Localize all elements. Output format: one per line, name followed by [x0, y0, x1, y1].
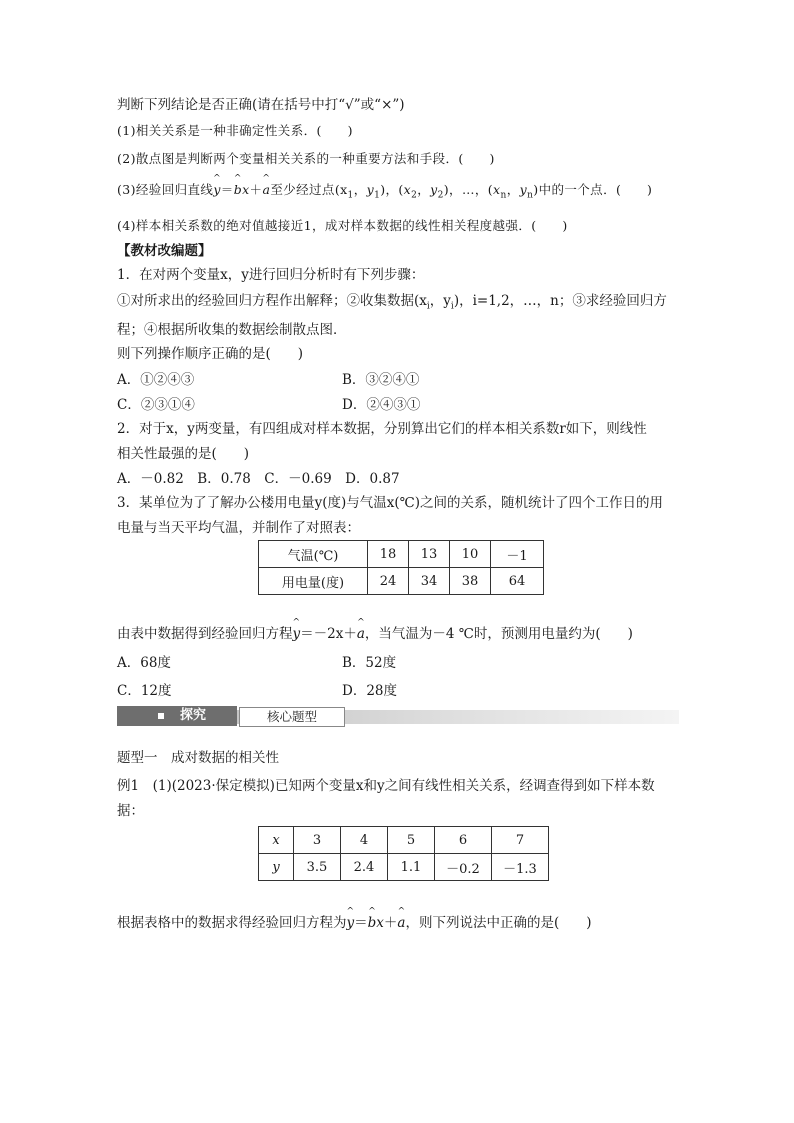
p1-steps-1: ①对所求出的经验回归方程作出解释；②收集数据($x_i$，$y_i$)，i=1,2，…，n；③求经验回归方: [117, 292, 667, 312]
document-page: [117, 95, 679, 932]
ex1-stem-1: 例1 (1)(2023·保定模拟)已知两个变量x和y之间有线性相关关系，经调查得到如下样本数: [117, 778, 655, 795]
p1-options-row-1: [117, 370, 679, 390]
judge-intro: 判断下列结论是否正确(请在括号中打“√”或“×”): [117, 97, 405, 113]
p1-option-d: D．②④③①: [342, 397, 421, 414]
p1-option-b: B．③②④①: [342, 372, 420, 389]
judge-q1: (1)相关关系是一种非确定性关系．( ): [117, 123, 353, 138]
section-textbook: 【教材改编题】: [117, 242, 212, 259]
table-cell: 38: [450, 568, 491, 595]
table-cell: 用电量(度): [259, 568, 368, 595]
ex1-stem-2: 据：: [117, 803, 144, 820]
p1-options-row-2: [117, 395, 679, 415]
table-cell: 13: [409, 541, 450, 568]
p1-option-a: A．①②④③: [117, 372, 195, 389]
table-cell: 24: [368, 568, 409, 595]
p3-question: 由表中数据得到经验回归方程^ y＝－2x＋^ a，当气温为－4 ℃时，预测用电量约为( ): [117, 624, 679, 644]
p3-options-row-2: [117, 681, 679, 701]
section-banner: [117, 706, 679, 728]
banner-tag-core: 核心题型: [239, 707, 345, 727]
p1-steps-2: 程；④根据所收集的数据绘制散点图．: [117, 322, 347, 339]
table-cell: 34: [409, 568, 450, 595]
table-row: [259, 568, 544, 595]
ex1-table: [258, 826, 549, 881]
table-cell: 64: [491, 568, 544, 595]
p3-stem-1: 3．某单位为了了解办公楼用电量y(度)与气温x(℃)之间的关系，随机统计了四个工作日的用: [117, 495, 663, 512]
p2-stem-2: 相关性最强的是( ): [117, 446, 250, 463]
table-cell: 18: [368, 541, 409, 568]
judge-q3: (3)经验回归直线^ y＝^ bx＋^ a至少经过点($x_1$，$y_1$)，($x_2$，$y_2$)，…，($x_n$，$y_n$)中的一个点．( ): [117, 180, 679, 206]
table-cell: 2.4: [341, 854, 388, 881]
table-row: [259, 827, 549, 854]
table-cell: 4: [341, 827, 388, 854]
table-row: [259, 541, 544, 568]
p1-option-c: C．②③①④: [117, 397, 195, 414]
judge-q4: (4)样本相关系数的绝对值越接近1，成对样本数据的线性相关程度越强．( ): [117, 217, 568, 233]
table-cell: x: [259, 827, 294, 854]
p3-option-c: C．12度: [117, 683, 172, 700]
table-cell: 3: [294, 827, 341, 854]
table-cell: －1.3: [492, 854, 549, 881]
p1-stem: 1．在对两个变量x，y进行回归分析时有下列步骤：: [117, 266, 425, 283]
p3-option-b: B．52度: [342, 655, 397, 672]
topic-title: 题型一 成对数据的相关性: [117, 750, 279, 767]
ex1-question: 根据表格中的数据求得经验回归方程为^ y＝^ bx＋^ a，则下列说法中正确的是( ): [117, 913, 679, 933]
p2-stem-1: 2．对于x，y两变量，有四组成对样本数据，分别算出它们的样本相关系数r如下，则线性: [117, 421, 647, 438]
table-row: [259, 854, 549, 881]
table-cell: 3.5: [294, 854, 341, 881]
table-cell: y: [259, 854, 294, 881]
p3-options-row-1: [117, 653, 679, 673]
p1-ask: 则下列操作顺序正确的是( ): [117, 346, 304, 363]
p3-stem-2: 电量与当天平均气温，并制作了对照表：: [117, 520, 360, 537]
judge-q2: (2)散点图是判断两个变量相关关系的一种重要方法和手段．( ): [117, 151, 495, 166]
table-cell: 6: [435, 827, 492, 854]
table-cell: 5: [388, 827, 435, 854]
table-cell: 气温(℃): [259, 541, 368, 568]
table-cell: 10: [450, 541, 491, 568]
table-cell: 7: [492, 827, 549, 854]
p3-option-a: A．68度: [117, 655, 171, 672]
square-bullet-icon: [158, 713, 164, 719]
p3-table: [258, 540, 544, 595]
table-cell: －0.2: [435, 854, 492, 881]
table-cell: －1: [491, 541, 544, 568]
banner-tag-explore: 探究: [117, 706, 237, 726]
p3-option-d: D．28度: [342, 683, 398, 700]
table-cell: 1.1: [388, 854, 435, 881]
p2-options: A．－0.82 B．0.78 C．－0.69 D．0.87: [117, 471, 400, 488]
